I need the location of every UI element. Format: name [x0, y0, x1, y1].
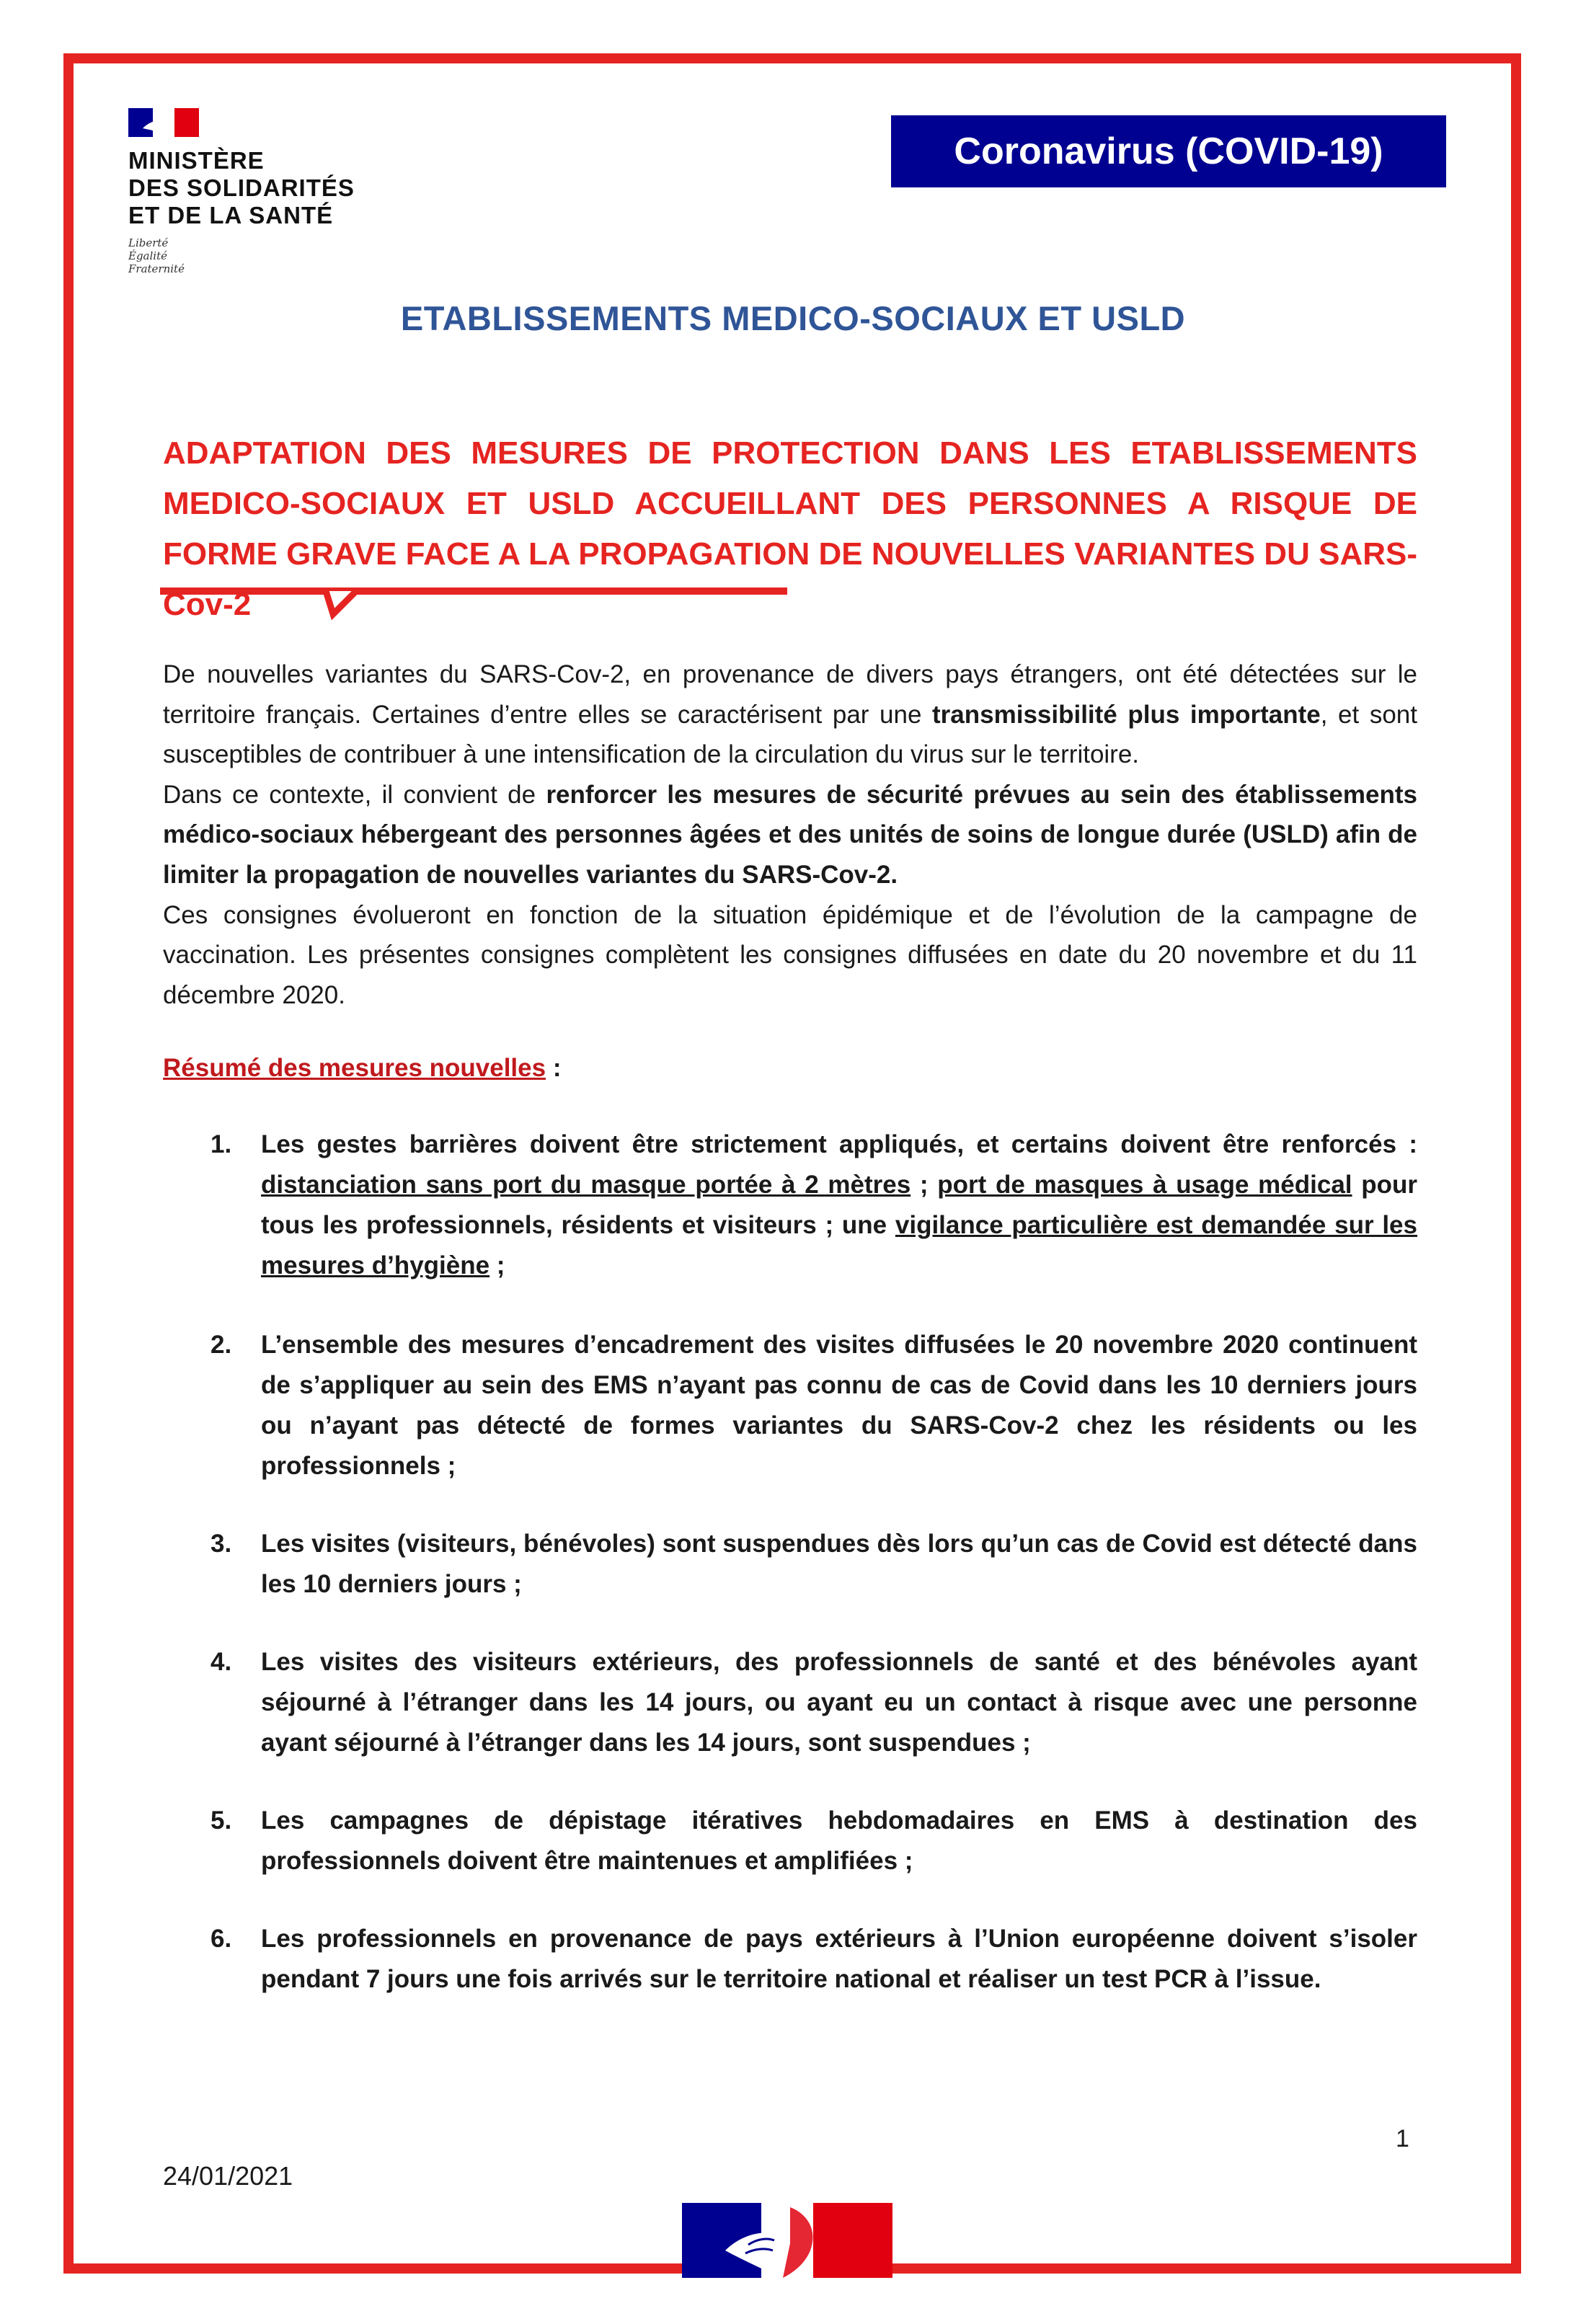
covid-badge: Coronavirus (COVID-19) [891, 115, 1446, 187]
main-title: ADAPTATION DES MESURES DE PROTECTION DANS LES ETABLISSEMENTS MEDICO-SOCIAUX ET USLD ACCUEILLANT DES PERSONNES A RISQUE DE FORME GRAVE FACE A LA PROPAGATION DE NOUVELLES VARIANTES DU SARS-Cov-2 [163, 435, 1417, 622]
republic-motto: Liberté Égalité Fraternité [128, 236, 185, 275]
marianne-flag-icon [128, 108, 199, 137]
title-underline-decoration [160, 585, 787, 629]
ministry-name: MINISTÈRE DES SOLIDARITÉS ET DE LA SANTÉ [128, 147, 355, 229]
intro-text [163, 655, 1417, 1015]
marianne-bottom-logo-icon [682, 2200, 892, 2281]
summary-heading: Résumé des mesures nouvelles : [163, 1054, 562, 1082]
intro-paragraph-3: Ces consignes évolueront en fonction de la situation épidémique et de l’évolution de la campagne de vaccination. Les présentes consignes complètent les consignes diffusées en date du 20 novembre et du 11 décembre 2020. [163, 900, 1417, 1009]
section-title: ETABLISSEMENTS MEDICO-SOCIAUX ET USLD [400, 299, 1186, 337]
ministry-logo [128, 108, 402, 275]
intro-paragraph-2: Dans ce contexte, il convient de renforcer les mesures de sécurité prévues au sein des établissements médico-sociaux hébergeant des personnes âgées et des unités de soins de longue durée (USLD) afin de limiter la propagation de nouvelles variantes du SARS-Cov-2. [163, 780, 1417, 889]
document-date: 24/01/2021 [163, 2161, 293, 2191]
page-number: 1 [1396, 2125, 1409, 2152]
intro-paragraph-1: De nouvelles variantes du SARS-Cov-2, en provenance de divers pays étrangers, ont été détectées sur le territoire français. Certaines d’entre elles se caractérisent par une transmissibilité plus importante, et sont susceptibles de contribuer à une intensification de la circulation du virus sur le territoire. [163, 660, 1417, 769]
